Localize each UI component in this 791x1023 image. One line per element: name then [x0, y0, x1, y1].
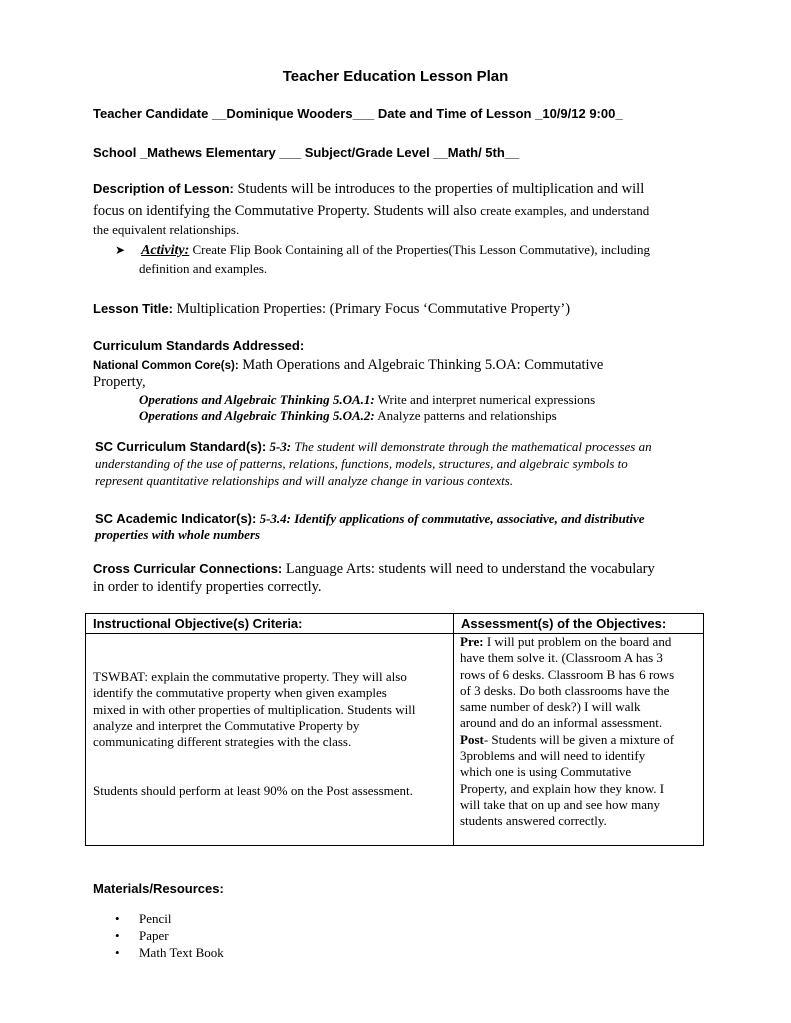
teacher-candidate-line: Teacher Candidate __Dominique Wooders___ Date and Time of Lesson _10/9/12 9:00_ [93, 106, 623, 121]
material-item: Paper [139, 928, 169, 943]
post-text: - Students will be given a mixture of [483, 731, 675, 747]
objective-line: identify the commutative property when given examples [93, 685, 387, 701]
common-core-text-2: Property, [93, 374, 146, 390]
objective-text [93, 669, 415, 750]
objective-column-header: Instructional Objective(s) Criteria: [93, 616, 303, 631]
standards-heading: Curriculum Standards Addressed: [93, 338, 305, 353]
assessment-text [460, 634, 674, 830]
material-item: Pencil [139, 911, 172, 926]
assessment-line: rows of 6 desks. Classroom B has 6 rows [460, 666, 675, 682]
cross-curricular-text-1: Language Arts: students will need to understand the vocabulary [282, 561, 655, 577]
description-text-3: the equivalent relationships. [93, 222, 240, 237]
objective-line: mixed in with other properties of multiplication. Students will [93, 701, 416, 717]
activity-text: Create Flip Book Containing all of the Properties(This Lesson Commutative), including [189, 242, 650, 257]
objective-line: analyze and interpret the Commutative Property by [93, 717, 360, 733]
materials-heading: Materials/Resources: [93, 881, 224, 896]
post-assessment-line [460, 732, 674, 748]
common-core-label: National Common Core(s): [93, 360, 239, 372]
description-line-1 [93, 180, 644, 198]
school-subject-line: School _Mathews Elementary ___ Subject/Grade Level __Math/ 5th__ [93, 145, 520, 160]
description-text-1: Students will be introduces to the properties of multiplication and will [233, 181, 645, 197]
arrow-bullet-icon: ➤ [115, 243, 126, 257]
assessment-column-header: Assessment(s) of the Objectives: [461, 616, 667, 631]
objective-line: communicating different strategies with the class. [93, 734, 352, 750]
list-item [113, 911, 224, 928]
assessment-line: same number of desk?) I will walk [460, 699, 641, 715]
bullet-icon: • [115, 928, 120, 943]
bullet-icon: • [115, 911, 120, 926]
bullet-icon: • [115, 945, 120, 960]
assessment-line: of 3 desks. Do both classrooms have the [460, 682, 670, 698]
lesson-title-text: Multiplication Properties: (Primary Focus ‘Commutative Property’) [172, 301, 571, 317]
assessment-line: have them solve it. (Classroom A has 3 [460, 650, 663, 666]
list-item [113, 928, 224, 945]
activity-text-2: definition and examples. [139, 261, 268, 276]
sc-standard-text-2: understanding of the use of patterns, relations, functions, models, structures, and algebraic symbols to [95, 456, 628, 471]
objectives-table [85, 613, 704, 846]
sc-indicator-label: SC Academic Indicator(s): [95, 511, 257, 526]
page-title: Teacher Education Lesson Plan [282, 68, 509, 85]
oa1-text: Write and interpret numerical expressions [374, 392, 596, 407]
assessment-line: which one is using Commutative [460, 764, 632, 780]
sc-standard-text-3: represent quantitative relationships and will analyze change in various contexts. [95, 473, 514, 488]
material-item: Math Text Book [139, 945, 224, 960]
description-text-2b: create examples, and understand [480, 203, 650, 218]
description-line-2 [93, 202, 649, 220]
table-column-divider [453, 614, 454, 845]
oa2-text: Analyze patterns and relationships [374, 408, 557, 423]
sc-standard-text-1: The student will demonstrate through the mathematical processes an [291, 439, 652, 454]
objective-line: TSWBAT: explain the commutative property. They will also [93, 669, 407, 684]
sc-indicator-line-1 [95, 510, 645, 528]
common-core-text: Math Operations and Algebraic Thinking 5.OA: Commutative [238, 357, 604, 373]
cross-curricular-line-1 [93, 560, 655, 578]
sc-indicator-text-1: 5-3.4: Identify applications of commutative, associative, and distributive [256, 511, 645, 526]
common-core-line [93, 356, 603, 374]
assessment-line: students answered correctly. [460, 813, 607, 829]
sc-standard-code: 5-3: [266, 439, 292, 454]
assessment-line: around and do an informal assessment. [460, 715, 663, 731]
pre-text: I will put problem on the board and [483, 634, 672, 649]
sc-standard-line-1 [95, 438, 652, 456]
oa2-label: Operations and Algebraic Thinking 5.OA.2: [139, 408, 375, 423]
performance-criteria: Students should perform at least 90% on the Post assessment. [93, 783, 413, 798]
description-text-2a: focus on identifying the Commutative Property. Students will also [93, 203, 481, 219]
assessment-line: will take that on up and see how many [460, 796, 661, 812]
cross-curricular-label: Cross Curricular Connections: [93, 561, 283, 576]
pre-assessment-line [460, 634, 674, 650]
oa2-line [139, 407, 557, 425]
description-label: Description of Lesson: [93, 181, 234, 196]
lesson-title-line [93, 300, 570, 318]
list-item [113, 945, 224, 962]
post-label: Post [460, 731, 484, 747]
oa1-label: Operations and Algebraic Thinking 5.OA.1: [139, 392, 375, 407]
lesson-title-label: Lesson Title: [93, 301, 173, 316]
materials-list [113, 911, 224, 962]
sc-standard-label: SC Curriculum Standard(s): [95, 439, 267, 454]
assessment-line: 3problems and will need to identify [460, 748, 646, 764]
assessment-line: Property, and explain how they know. I [460, 780, 665, 796]
sc-indicator-text-2: properties with whole numbers [95, 527, 261, 542]
pre-label: Pre: [460, 634, 484, 649]
activity-line [115, 241, 650, 259]
activity-label: Activity: [141, 243, 190, 258]
cross-curricular-text-2: in order to identify properties correctly. [93, 579, 322, 595]
